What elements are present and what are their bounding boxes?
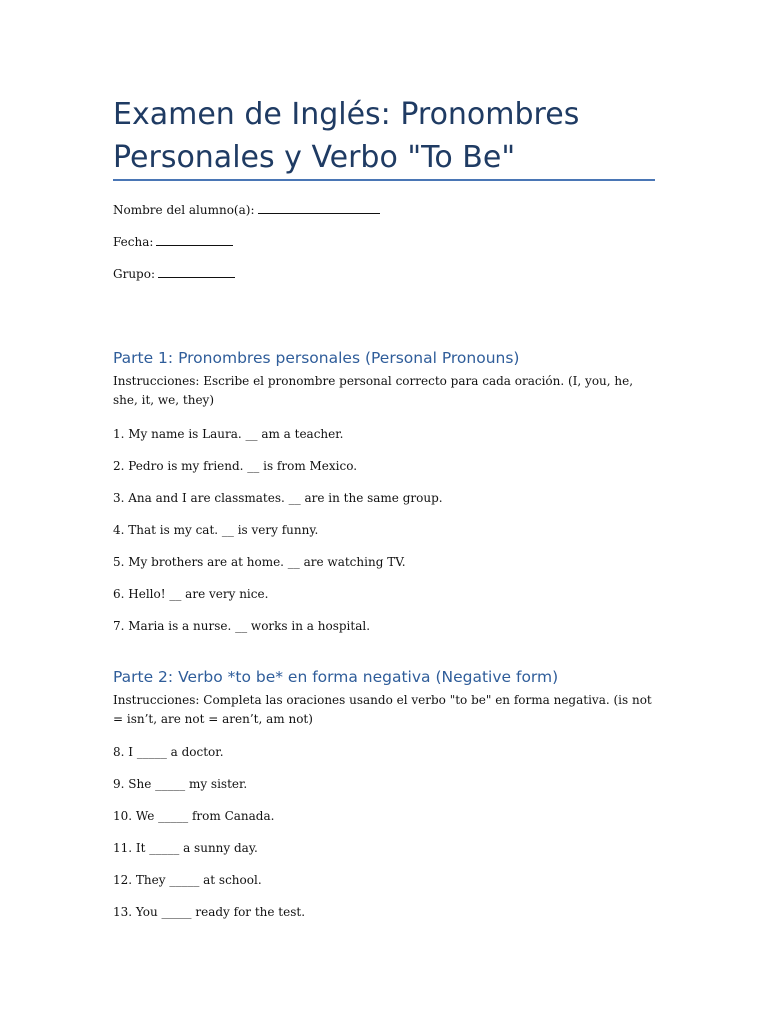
question-item: 13. You _____ ready for the test. bbox=[113, 905, 306, 919]
question-item: 5. My brothers are at home. __ are watching TV. bbox=[113, 555, 406, 569]
question-item: 3. Ana and I are classmates. __ are in the same group. bbox=[113, 491, 443, 505]
question-item: 4. That is my cat. __ is very funny. bbox=[113, 523, 319, 537]
part2-heading: Parte 2: Verbo *to be* en forma negativa (Negative form) bbox=[113, 668, 559, 686]
date-field bbox=[113, 234, 233, 250]
student-name-label: Nombre del alumno(a): bbox=[113, 203, 255, 217]
question-item: 7. Maria is a nurse. __ works in a hospital. bbox=[113, 619, 371, 633]
group-label: Grupo: bbox=[113, 267, 155, 281]
title-underline bbox=[113, 179, 655, 181]
group-blank bbox=[158, 266, 235, 278]
question-item: 8. I _____ a doctor. bbox=[113, 745, 224, 759]
student-name-blank bbox=[258, 202, 380, 214]
question-item: 10. We _____ from Canada. bbox=[113, 809, 275, 823]
question-item: 9. She _____ my sister. bbox=[113, 777, 248, 791]
student-name-field bbox=[113, 202, 380, 218]
group-field bbox=[113, 266, 235, 282]
part1-instructions: Instrucciones: Escribe el pronombre personal correcto para cada oración. (I, you, he, she, it, we, they) bbox=[113, 374, 634, 407]
date-label: Fecha: bbox=[113, 235, 154, 249]
part1-heading: Parte 1: Pronombres personales (Personal Pronouns) bbox=[113, 349, 520, 367]
question-item: 1. My name is Laura. __ am a teacher. bbox=[113, 427, 344, 441]
question-item: 11. It _____ a sunny day. bbox=[113, 841, 258, 855]
date-blank bbox=[156, 234, 233, 246]
part2-instructions: Instrucciones: Completa las oraciones usando el verbo "to be" en forma negativa. (is not = isn’t, are not = aren’t, am not) bbox=[113, 693, 652, 726]
question-item: 2. Pedro is my friend. __ is from Mexico. bbox=[113, 459, 358, 473]
question-item: 6. Hello! __ are very nice. bbox=[113, 587, 269, 601]
question-item: 12. They _____ at school. bbox=[113, 873, 262, 887]
document-title: Examen de Inglés: Pronombres Personales y Verbo "To Be" bbox=[113, 97, 580, 175]
